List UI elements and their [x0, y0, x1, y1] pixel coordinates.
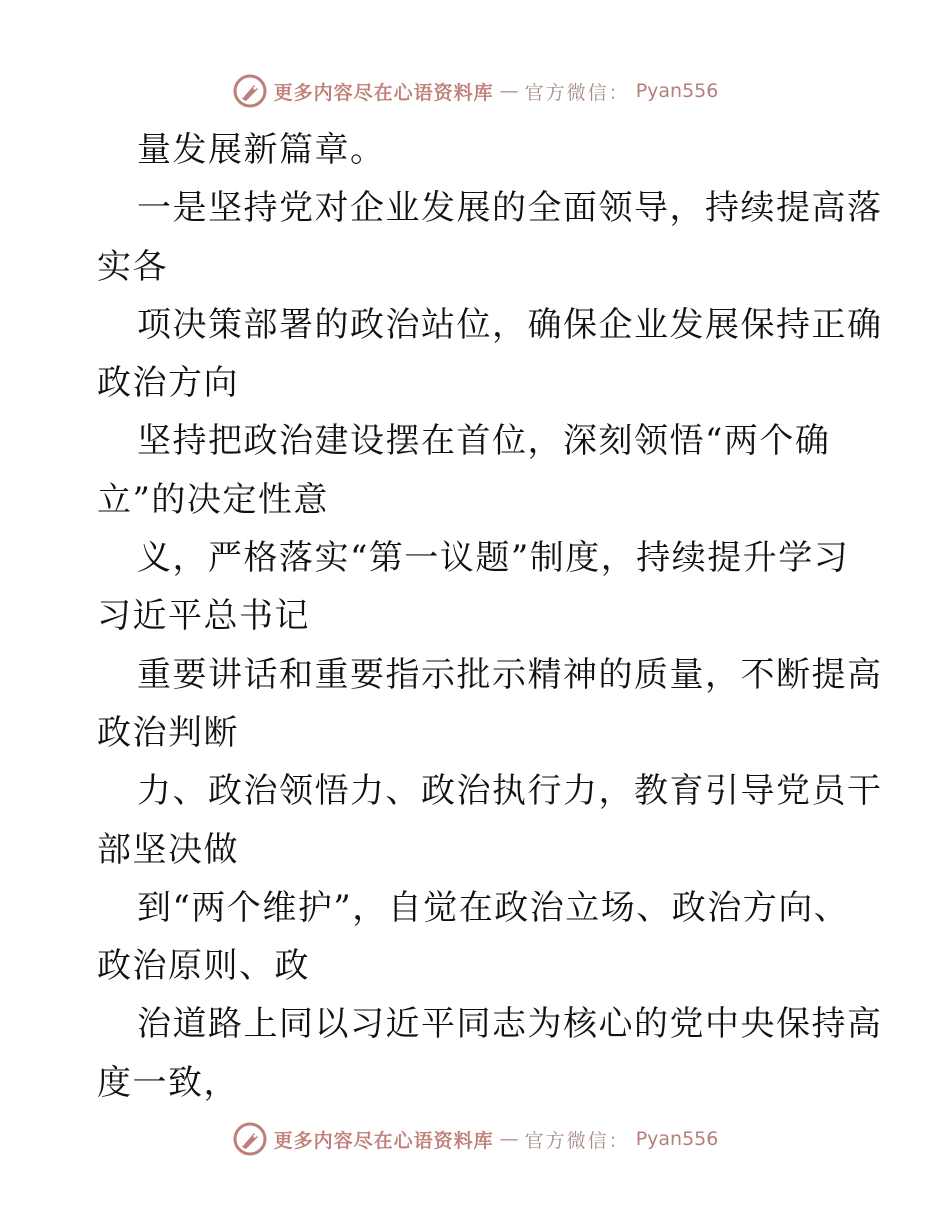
text-line: 政治方向 [97, 363, 239, 404]
text-line: 实各 [97, 246, 168, 287]
text-line: 力、政治领悟力、政治执行力，教育引导党员干 [137, 771, 883, 812]
watermark-brand: 更多内容尽在心语资料库 [273, 81, 494, 104]
document-body [97, 121, 883, 1112]
watermark-label: 官方微信： [524, 1129, 630, 1152]
text-line: 量发展新篇章。 [137, 130, 386, 170]
text-line: 项决策部署的政治站位，确保企业发展保持正确 [137, 304, 883, 345]
watermark-account: Pyan556 [635, 80, 719, 102]
text-line: 到“两个维护”，自觉在政治立场、政治方向、 [137, 887, 850, 928]
text-line: 政治判断 [97, 712, 239, 753]
text-line: 部坚决做 [97, 829, 239, 870]
text-line: 立”的决定性意 [97, 479, 329, 520]
text-line: 度一致， [97, 1062, 239, 1103]
text-line: 治道路上同以习近平同志为核心的党中央保持高 [137, 1004, 883, 1045]
footer-watermark [0, 1119, 950, 1159]
text-line: 政治原则、政 [97, 946, 310, 987]
watermark-label: 官方微信： [524, 81, 630, 104]
text-line: 习近平总书记 [97, 596, 310, 637]
watermark-brand: 更多内容尽在心语资料库 [273, 1129, 494, 1152]
text-line: 义，严格落实“第一议题”制度，持续提升学习 [137, 538, 850, 579]
text-line: 坚持把政治建设摆在首位，深刻领悟“两个确 [137, 421, 831, 462]
pen-nib-logo-icon [232, 1121, 268, 1157]
watermark-account: Pyan556 [635, 1128, 719, 1150]
text-line: 重要讲话和重要指示批示精神的质量，不断提高 [137, 654, 883, 695]
header-watermark [0, 71, 950, 111]
watermark-separator: — [499, 80, 519, 102]
text-line: 一是坚持党对企业发展的全面领导，持续提高落 [137, 188, 883, 229]
pen-nib-logo-icon [232, 73, 268, 109]
watermark-separator: — [499, 1128, 519, 1150]
